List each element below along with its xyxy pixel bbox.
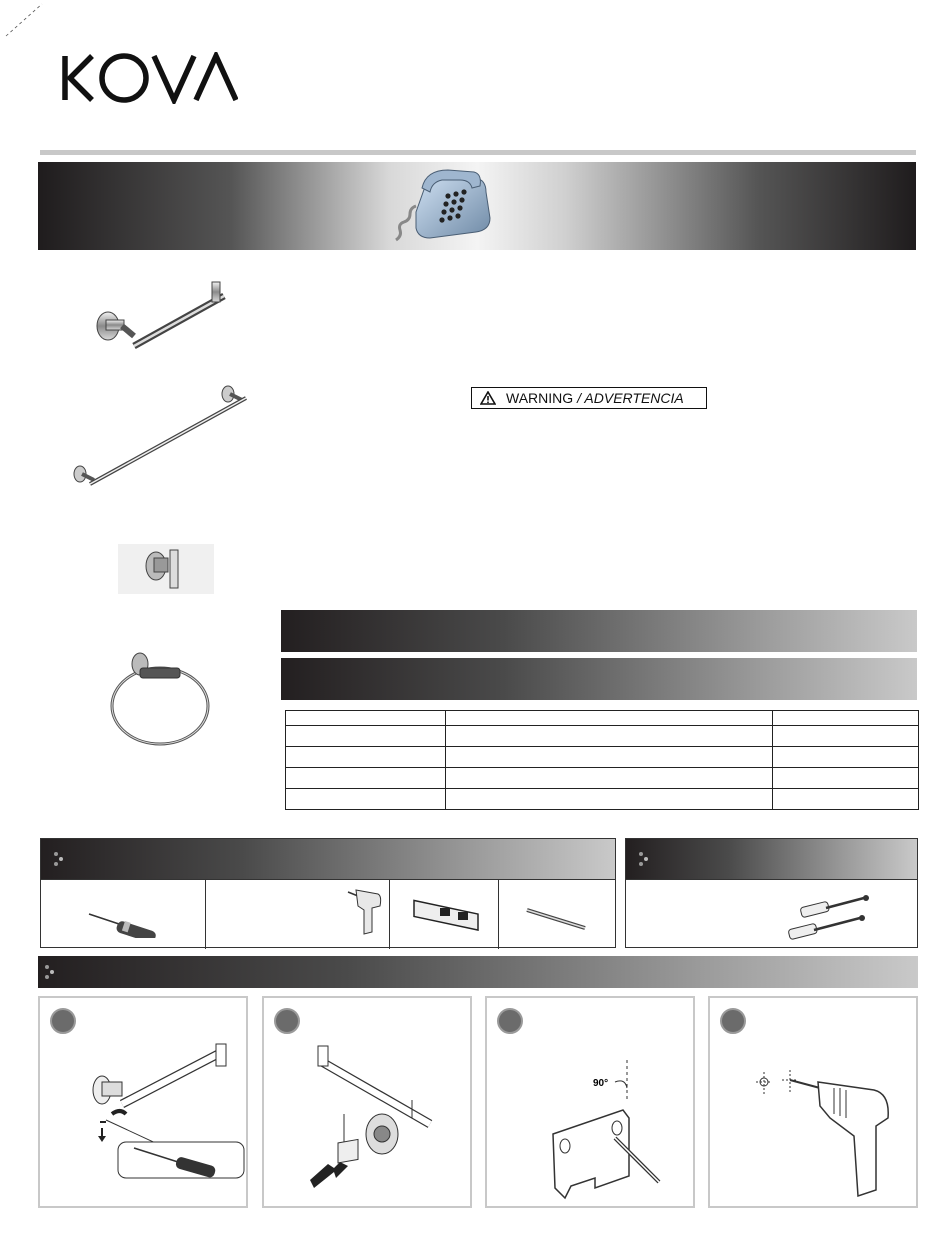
table-row	[286, 711, 919, 726]
arrow-dots-icon	[53, 851, 67, 867]
tool-cell-drill	[206, 880, 389, 949]
hardware-header	[626, 839, 917, 879]
drill-icon	[346, 884, 384, 938]
installation-steps-bar	[38, 956, 918, 988]
table-cell	[445, 789, 772, 810]
table-cell	[773, 747, 919, 768]
step-number-badge	[720, 1008, 746, 1034]
table-row	[286, 726, 919, 747]
wall-anchor-screws-icon	[782, 894, 870, 944]
angle-label: 90°	[593, 1078, 609, 1089]
table-cell	[445, 768, 772, 789]
step-number-badge	[50, 1008, 76, 1034]
table-cell	[286, 768, 446, 789]
table-cell	[286, 789, 446, 810]
step-2-illustration	[298, 1038, 468, 1206]
step-3-illustration	[541, 1058, 681, 1204]
table-cell	[286, 711, 446, 726]
table-row	[286, 768, 919, 789]
level-icon	[412, 898, 482, 934]
section-bar-2	[281, 658, 917, 700]
robe-hook-product	[118, 544, 214, 594]
table-cell	[445, 726, 772, 747]
table-row	[286, 747, 919, 768]
tool-cell-level	[390, 880, 500, 949]
arrow-dots-icon	[638, 851, 652, 867]
tool-cell-pencil	[499, 880, 615, 949]
parts-table	[285, 710, 919, 810]
table-cell	[286, 726, 446, 747]
table-cell	[445, 747, 772, 768]
header-rule	[40, 150, 916, 155]
table-cell	[773, 789, 919, 810]
tool-cell-screwdriver	[41, 880, 206, 949]
towel-ring-product	[108, 650, 214, 750]
tools-header	[41, 839, 615, 879]
tools-panel	[40, 838, 616, 948]
hardware-panel	[625, 838, 918, 948]
kova-logo	[62, 52, 238, 104]
table-cell	[773, 711, 919, 726]
screwdriver-icon	[87, 908, 161, 938]
pencil-icon	[523, 906, 589, 932]
step-number-badge	[497, 1008, 523, 1034]
telephone-icon	[386, 162, 498, 248]
step-3-panel	[485, 996, 695, 1208]
drill-icon	[750, 1066, 918, 1206]
table-cell	[773, 768, 919, 789]
step-number-badge	[274, 1008, 300, 1034]
crop-mark	[4, 2, 44, 38]
towel-bar-product	[70, 382, 250, 490]
paper-holder-product	[92, 276, 232, 354]
hardware-cell	[626, 879, 917, 949]
table-cell	[773, 726, 919, 747]
warning-label-es: / ADVERTENCIA	[577, 390, 684, 406]
arrow-dots-icon	[44, 964, 58, 980]
step-2-panel	[262, 996, 472, 1208]
section-bar-1	[281, 610, 917, 652]
step-1-panel	[38, 996, 248, 1208]
table-cell	[445, 711, 772, 726]
warning-box	[471, 387, 707, 409]
warning-icon	[480, 391, 496, 405]
table-row	[286, 789, 919, 810]
warning-label: WARNING	[506, 390, 574, 406]
step-4-panel	[708, 996, 918, 1208]
step-1-illustration	[82, 1038, 248, 1206]
table-cell	[286, 747, 446, 768]
